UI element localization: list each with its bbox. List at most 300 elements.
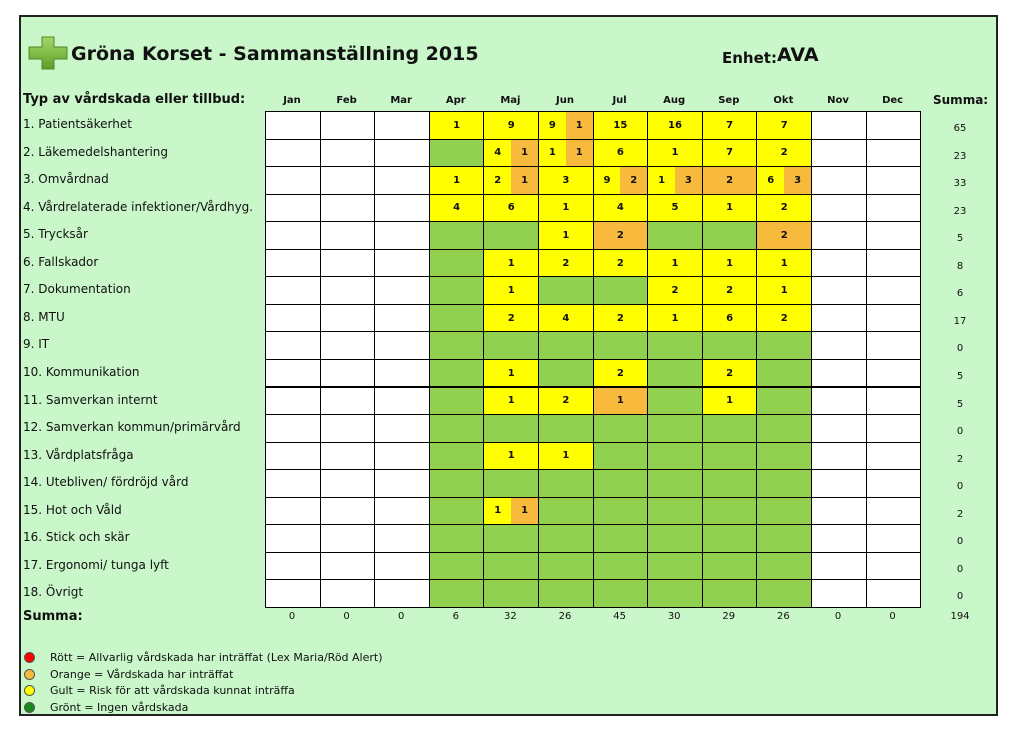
month-header-apr: Apr [445,95,466,106]
yellow-count: 1 [562,202,570,214]
month-total: 32 [504,611,517,622]
grid-cell [647,359,703,388]
grid-cell [647,497,703,526]
row-sum: 0 [956,591,964,603]
legend-text: Gult = Risk för att vårdskada kunnat inträffa [50,684,295,697]
grid-cell [593,414,649,443]
row-sum: 0 [956,426,964,438]
grid-cell [483,111,539,140]
grid-cell [702,414,758,443]
grid-cell [866,111,922,140]
yellow-count: 6 [757,167,784,194]
grid-cell [483,442,539,471]
yellow-count: 4 [484,140,511,167]
yellow-count: 2 [562,257,570,269]
yellow-count: 9 [507,119,515,131]
month-total: 0 [288,611,296,622]
grid-cell [702,387,758,416]
yellow-count: 6 [507,202,515,214]
row-sum: 0 [956,563,964,575]
grid-cell [265,276,321,305]
orange-count: 2 [620,167,647,194]
grid-cell [483,387,539,416]
row-sum: 23 [953,150,967,162]
grid-cell [320,414,376,443]
yellow-count: 15 [613,119,628,131]
grid-cell [866,249,922,278]
grid-cell [538,442,594,471]
grid-cell [265,497,321,526]
grid-cell [374,139,430,168]
grid-cell [265,552,321,581]
grid-cell [538,469,594,498]
grid-cell [866,579,922,608]
legend-text: Rött = Allvarlig vårdskada har inträffat (Lex Maria/Röd Alert) [50,651,383,664]
grid-cell [429,414,485,443]
yellow-count: 2 [780,312,788,324]
grid-cell [320,276,376,305]
grid-cell [811,524,867,553]
grid-cell [702,304,758,333]
grid-cell [702,276,758,305]
grid-cell [538,166,594,195]
row-sum: 33 [953,178,967,190]
legend-text: Orange = Vårdskada har inträffat [50,667,234,681]
orange-count: 1 [511,167,538,194]
grid-cell [483,304,539,333]
grid-cell [866,414,922,443]
yellow-count: 6 [726,312,734,324]
yellow-count: 1 [484,498,511,525]
grid-cell [593,166,649,195]
grid-cell [374,331,430,360]
grid-cell [265,442,321,471]
grid-cell [483,331,539,360]
grid-cell [374,469,430,498]
orange-count: 3 [675,167,702,194]
grid-cell [374,304,430,333]
grid-cell [374,194,430,223]
month-header-okt: Okt [773,95,794,106]
grid-cell [866,331,922,360]
grid-cell [702,497,758,526]
row-label: 6. Fallskador [23,254,99,269]
yellow-count: 2 [726,367,734,379]
grid-cell [483,139,539,168]
grid-cell [593,221,649,250]
grid-cell [374,442,430,471]
grid-cell [756,442,812,471]
grid-cell [756,276,812,305]
grid-cell [756,414,812,443]
row-sum: 5 [956,398,964,410]
yellow-count: 2 [616,312,624,324]
grid-cell [593,442,649,471]
grid-cell [756,304,812,333]
grid-cell [429,552,485,581]
row-sum: 23 [953,205,967,217]
yellow-count: 1 [453,174,461,186]
grid-cell [265,331,321,360]
row-label: 14. Utebliven/ fördröjd vård [23,475,189,490]
yellow-count: 7 [780,119,788,131]
legend-dot-icon [24,685,35,696]
yellow-count: 4 [616,202,624,214]
grid-cell [320,139,376,168]
yellow-count: 2 [780,147,788,159]
yellow-count: 1 [562,229,570,241]
grid-cell [483,194,539,223]
grid-cell [483,469,539,498]
grid-cell [647,139,703,168]
yellow-count: 1 [562,450,570,462]
legend-dot-icon [24,702,35,713]
green-cross-logo-icon [28,36,68,70]
month-total: 0 [889,611,896,622]
grid-cell [429,304,485,333]
month-header-feb: Feb [336,95,357,106]
grid-cell [811,221,867,250]
grid-cell [811,276,867,305]
grid-cell [866,552,922,581]
yellow-count: 9 [539,112,566,139]
orange-count: 2 [780,229,788,241]
grid-cell [429,469,485,498]
row-label: 3. Omvårdnad [23,172,109,187]
row-sum: 8 [956,260,964,272]
grid-cell [702,249,758,278]
grid-cell [538,111,594,140]
yellow-count: 1 [726,257,734,269]
grid-cell [374,387,430,416]
unit-label: Enhet: [722,49,777,67]
grid-cell [866,166,922,195]
grid-cell [702,552,758,581]
month-header-aug: Aug [663,95,686,106]
grid-cell [593,387,649,416]
grid-cell [320,331,376,360]
grid-cell [429,524,485,553]
grid-cell [593,524,649,553]
grid-cell [320,221,376,250]
grid-cell [811,194,867,223]
yellow-count: 2 [780,202,788,214]
month-total: 0 [343,611,350,622]
grid-cell [374,579,430,608]
grid-cell [593,552,649,581]
grid-cell [538,359,594,388]
month-total: 26 [777,611,790,622]
orange-count: 1 [511,140,538,167]
grid-cell [320,249,376,278]
grid-cell [538,194,594,223]
grid-cell [756,469,812,498]
row-sum: 65 [953,123,967,134]
grid-cell [265,111,321,140]
grid-cell [756,221,812,250]
grid-cell [756,552,812,581]
grid-cell [593,469,649,498]
row-label: 5. Trycksår [23,227,88,242]
grid-cell [538,579,594,608]
grid-cell [593,497,649,526]
grid-cell [756,387,812,416]
grid-cell [374,552,430,581]
grid-cell [811,331,867,360]
yellow-count: 1 [726,202,734,214]
grid-cell [647,221,703,250]
month-header-jun: Jun [556,95,574,106]
row-sum: 2 [956,453,964,465]
legend-item [24,700,188,715]
row-label: 18. Övrigt [23,585,84,600]
grid-cell [756,579,812,608]
yellow-count: 7 [726,119,734,131]
row-label: 4. Vårdrelaterade infektioner/Vårdhyg. [23,199,254,214]
legend-item [24,667,233,682]
grid-cell [320,304,376,333]
month-total: 6 [452,611,459,622]
yellow-count: 2 [507,312,515,324]
row-sum: 2 [956,508,964,520]
yellow-count: 3 [562,174,570,186]
grid-cell [429,442,485,471]
grid-cell [374,414,430,443]
grid-cell [429,276,485,305]
month-total: 0 [834,611,842,622]
legend-item [24,650,383,665]
grid-cell [429,111,485,140]
row-sum: 0 [956,536,964,548]
grid-cell [320,497,376,526]
month-header-nov: Nov [827,95,849,106]
grid-cell [647,111,703,140]
row-sum: 5 [956,233,964,245]
grid-cell [811,414,867,443]
grid-cell [811,249,867,278]
row-label: 8. MTU [23,309,65,324]
grid-cell [265,469,321,498]
grid-cell [374,111,430,140]
grid-cell [483,166,539,195]
row-label: 10. Kommunikation [23,364,140,379]
grid-cell [538,331,594,360]
grid-cell [866,442,922,471]
yellow-count: 7 [726,147,734,159]
row-label: 12. Samverkan kommun/primärvård [23,420,241,435]
grid-cell [320,524,376,553]
grid-cell [265,194,321,223]
grid-cell [866,387,922,416]
grid-cell [429,221,485,250]
grid-cell [429,166,485,195]
grid-cell [538,249,594,278]
grid-cell [702,579,758,608]
totals-label: Summa: [23,609,83,624]
month-header-jan: Jan [283,95,301,106]
sum-column-header: Summa: [933,93,989,107]
grid-cell [374,221,430,250]
grid-cell [483,359,539,388]
grid-cell [429,194,485,223]
grid-cell [811,497,867,526]
grid-cell [374,276,430,305]
grid-cell [429,359,485,388]
grid-cell [374,359,430,388]
grid-cell [483,552,539,581]
yellow-count: 1 [671,257,679,269]
orange-count: 1 [616,395,624,407]
grid-cell [374,249,430,278]
yellow-count: 16 [668,119,682,131]
grid-cell [320,469,376,498]
row-label: 1. Patientsäkerhet [23,117,132,131]
grid-cell [756,166,812,195]
grid-cell [320,442,376,471]
grid-cell [538,552,594,581]
grid-cell [320,166,376,195]
yellow-count: 1 [671,312,679,324]
month-header-dec: Dec [882,95,904,106]
grid-cell [647,552,703,581]
grid-cell [265,359,321,388]
yellow-count: 1 [453,119,461,131]
grid-cell [647,469,703,498]
row-label: 2. Läkemedelshantering [23,144,169,159]
grid-cell [702,194,758,223]
incident-grid [265,111,920,607]
grid-cell [593,276,649,305]
yellow-count: 2 [726,285,734,297]
grid-cell [483,579,539,608]
grid-cell [756,249,812,278]
orange-count: 2 [726,174,734,186]
row-label: 16. Stick och skär [23,530,130,545]
month-total: 45 [613,611,626,622]
grid-cell [320,359,376,388]
yellow-count: 2 [616,257,624,269]
yellow-count: 1 [507,450,515,462]
grid-cell [866,304,922,333]
grid-cell [647,442,703,471]
grid-cell [811,111,867,140]
grid-cell [811,139,867,168]
grid-cell [429,249,485,278]
grid-cell [538,139,594,168]
grid-cell [647,579,703,608]
grid-cell [374,497,430,526]
grid-cell [483,276,539,305]
row-sum: 17 [953,315,967,327]
orange-count: 1 [566,140,593,167]
grid-cell [320,111,376,140]
grid-cell [483,497,539,526]
grid-cell [265,387,321,416]
grid-cell [483,524,539,553]
row-label: 9. IT [23,337,50,352]
yellow-count: 5 [671,202,679,214]
grid-cell [483,414,539,443]
yellow-count: 1 [780,257,788,269]
grid-cell [483,249,539,278]
grid-cell [265,139,321,168]
yellow-count: 1 [507,367,515,379]
grid-cell [265,221,321,250]
grid-cell [374,524,430,553]
legend-item [24,683,295,698]
yellow-count: 9 [594,167,621,194]
yellow-count: 1 [507,285,515,297]
orange-count: 3 [784,167,811,194]
grid-cell [265,249,321,278]
yellow-count: 1 [507,257,515,269]
grid-cell [538,304,594,333]
grid-cell [702,221,758,250]
grid-cell [429,139,485,168]
yellow-count: 4 [562,312,570,324]
yellow-count: 1 [648,167,675,194]
grid-cell [647,524,703,553]
grid-cell [647,194,703,223]
grid-cell [647,304,703,333]
grand-total: 194 [950,611,970,622]
yellow-count: 2 [484,167,511,194]
row-label: 13. Vårdplatsfråga [23,447,134,462]
grid-cell [811,442,867,471]
grid-cell [429,497,485,526]
grid-cell [756,139,812,168]
month-total: 30 [667,611,681,622]
grid-cell [593,111,649,140]
month-header-sep: Sep [718,95,740,106]
grid-cell [702,139,758,168]
row-label: 11. Samverkan internt [23,392,158,407]
grid-cell [593,249,649,278]
grid-cell [647,331,703,360]
month-header-maj: Maj [500,95,521,106]
yellow-count: 1 [671,147,679,159]
grid-cell [866,221,922,250]
row-label: 15. Hot och Våld [23,502,122,517]
yellow-count: 1 [726,395,734,407]
month-header-jul: Jul [612,95,627,106]
orange-count: 1 [566,112,593,139]
grid-cell [593,579,649,608]
grid-cell [811,304,867,333]
grid-cell [811,552,867,581]
yellow-count: 2 [562,395,570,407]
grid-cell [756,111,812,140]
grid-cell [647,249,703,278]
month-total: 29 [722,611,736,622]
grid-cell [702,524,758,553]
month-total: 0 [398,611,405,622]
grid-cell [756,359,812,388]
yellow-count: 6 [616,147,624,159]
grid-cell [593,304,649,333]
grid-cell [538,221,594,250]
grid-cell [647,414,703,443]
grid-cell [756,497,812,526]
grid-cell [702,442,758,471]
grid-cell [538,414,594,443]
grid-cell [811,469,867,498]
grid-cell [593,139,649,168]
grid-cell [866,524,922,553]
grid-cell [483,221,539,250]
legend-text: Grönt = Ingen vårdskada [50,700,189,714]
grid-cell [593,359,649,388]
